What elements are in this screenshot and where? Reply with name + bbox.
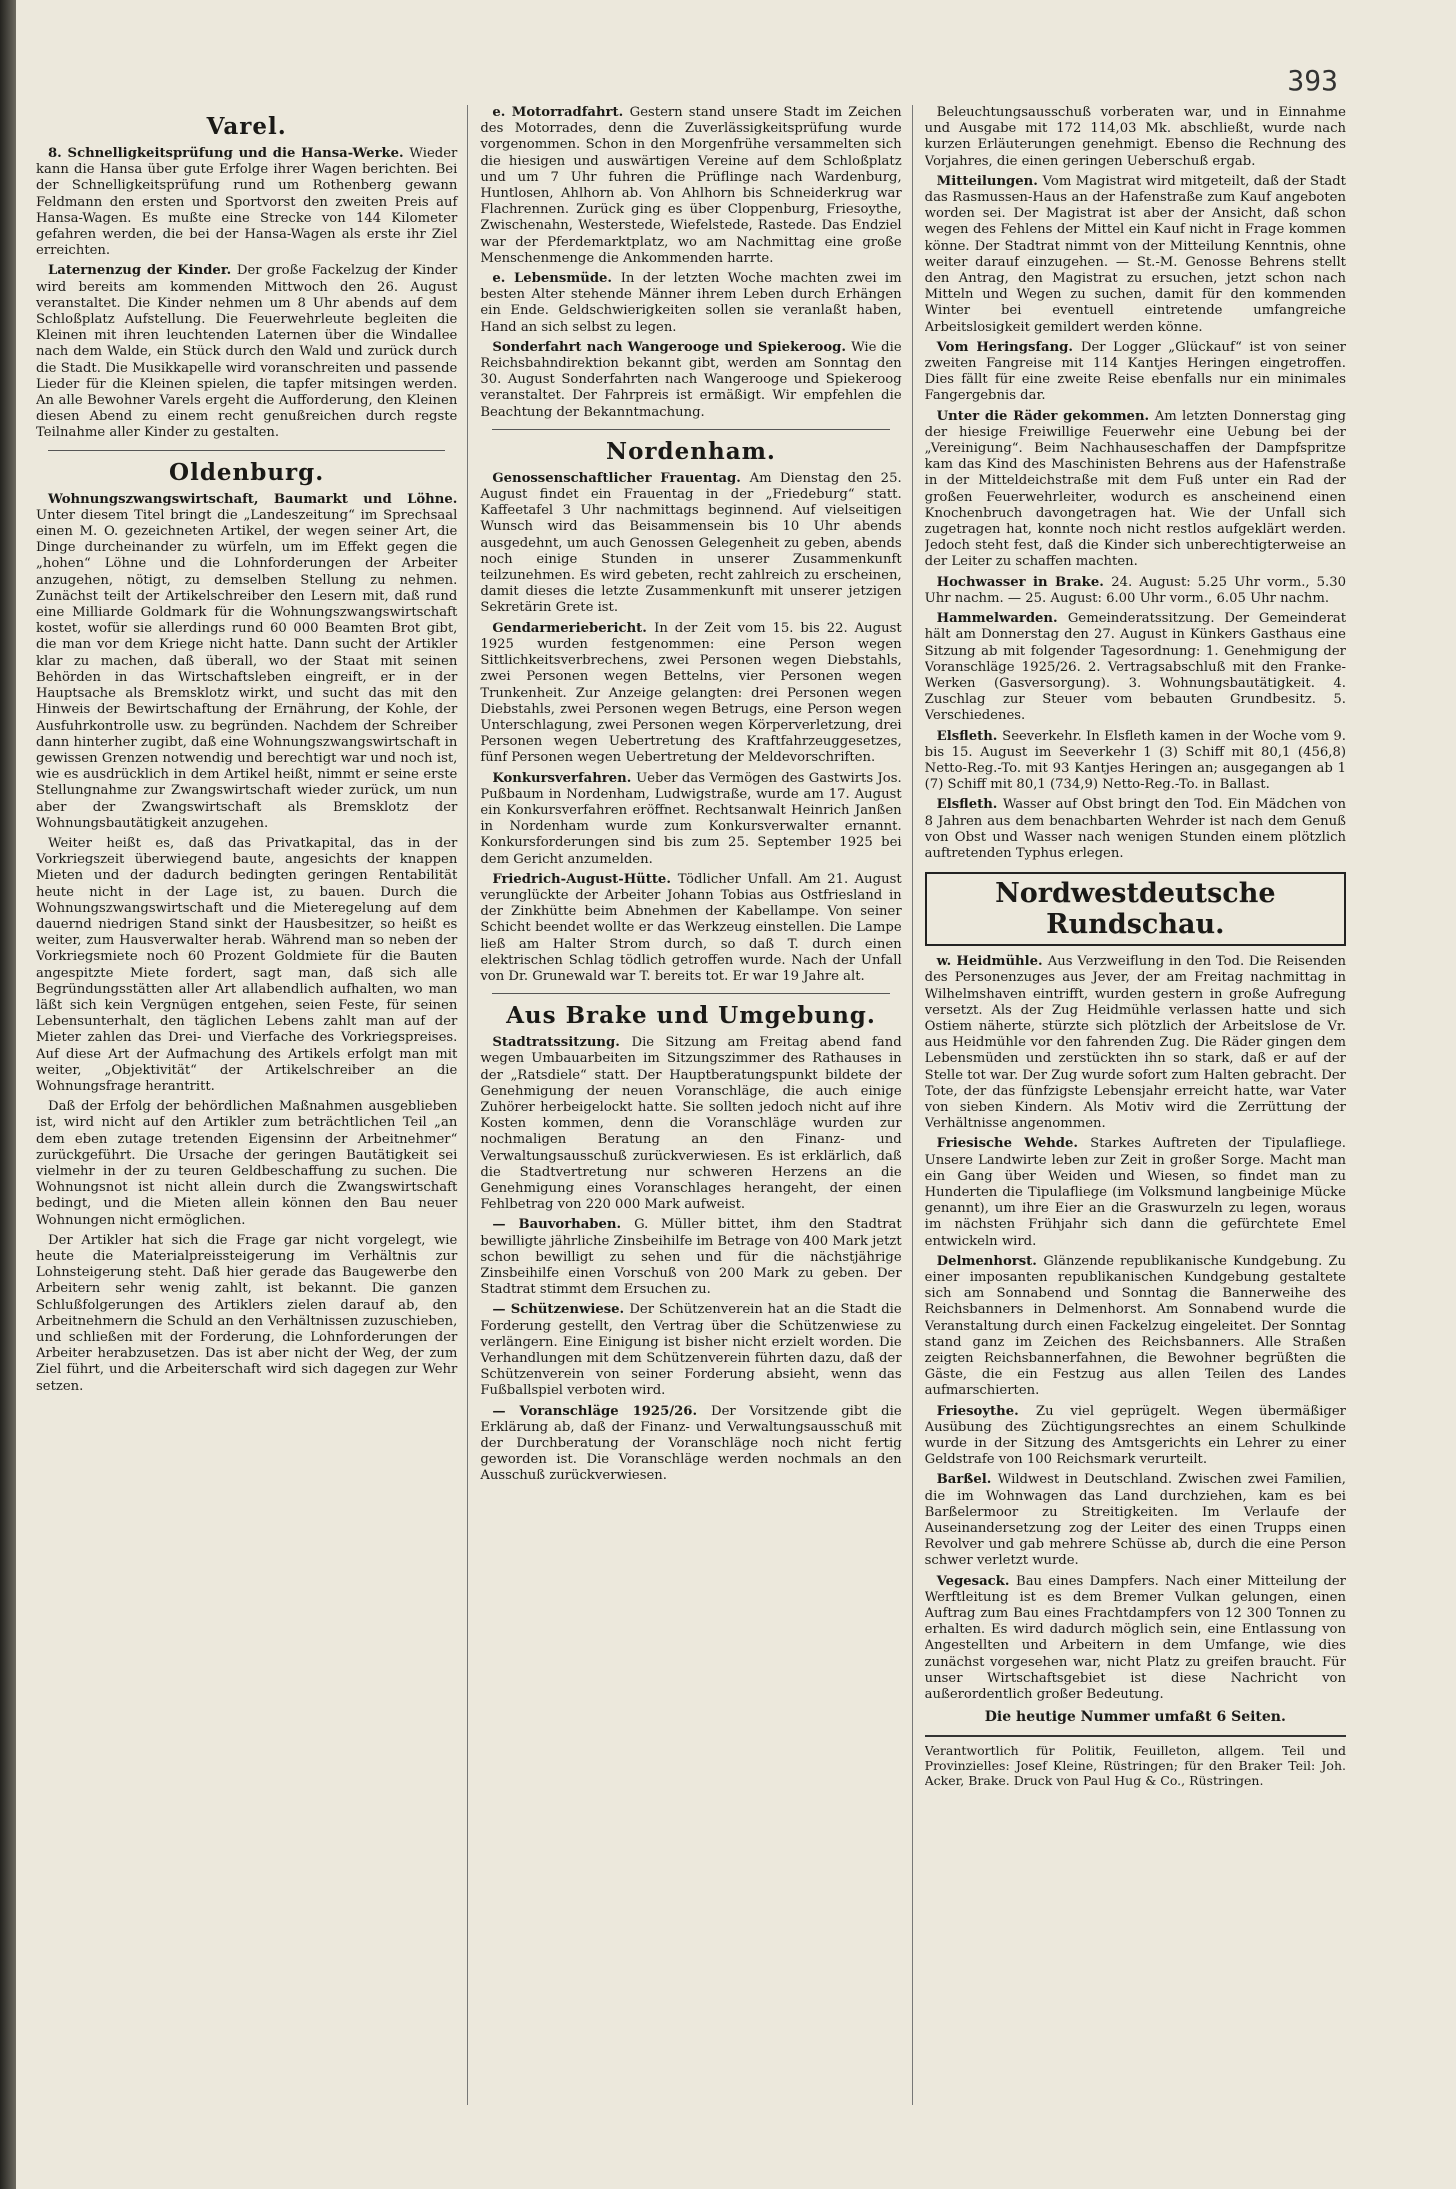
column-3 bbox=[925, 105, 1356, 2105]
article-text: Seeverkehr. In Elsfleth kamen in der Woche vom 9. bis 15. August im Seeverkehr 1 (3) Schiff mit 80,1 (456,8) Netto-Reg.-To. mit 93 Kantjes Heringen an; ausgegangen ab 1 (7) Schiff mit 80,1 (734,9) Netto-Reg.-To. in Ballast. bbox=[924, 728, 1346, 793]
article-paragraph bbox=[480, 1035, 901, 1213]
article-paragraph bbox=[480, 621, 901, 767]
article-paragraph bbox=[925, 340, 1346, 405]
article-lead: Friedrich-August-Hütte. bbox=[492, 871, 678, 887]
article-text: Am letzten Donnerstag ging der hiesige Freiwillige Feuerwehr eine Uebung bei der „Vereinigung“. Beim Nachhauseschaffen der Dampfspritze kam das Kind des Maschinisten Behrens aus der Hafenstraße in der Mitteldeichstraße mit dem Fuß unter ein Rad der großen Feuerwehrleiter, wodurch es anscheinend einen Knochenbruch davongetragen hat. Wie der Unfall sich zugetragen hat, konnte noch nicht restlos aufgeklärt werden. Jedoch steht fest, daß die Kinder sich unberechtigterweise an der Leiter zu schaffen machten. bbox=[924, 408, 1346, 570]
article-text: Starkes Auftreten der Tipulafliege. Unsere Landwirte leben zur Zeit in großer Sorge. Macht man ein Gang über Weiden und Wiesen, so findet man zu Hunderten die Tipulafliege (im Volksmund langbeinige Mücke genannt), um ihre Eier an die Graswurzeln zu legen, woraus im nächsten Frühjahr sich dann die gefürchtete Emel entwickeln wird. bbox=[924, 1136, 1346, 1249]
article-lead: e. Lebensmüde. bbox=[492, 271, 621, 287]
article-paragraph bbox=[925, 954, 1346, 1132]
article-paragraph bbox=[36, 146, 457, 259]
article-text: 24. August: 5.25 Uhr vorm., 5.30 Uhr nachm. — 25. August: 6.00 Uhr vorm., 6.05 Uhr nachm. bbox=[924, 574, 1346, 606]
issue-note: Die heutige Nummer umfaßt 6 Seiten. bbox=[984, 1709, 1286, 1726]
article-text: In der Zeit vom 15. bis 22. August 1925 wurden festgenommen: eine Person wegen Sittlichkeitsverbrechens, zwei Personen wegen Diebstahls, zwei Personen wegen Bettelns, vier Personen wegen Trunkenheit. Zur Anzeige gelangten: drei Personen wegen Diebstahls, zwei Personen wegen Betrugs, eine Person wegen Unterschlagung, zwei Personen wegen Körperverletzung, drei Personen wegen Uebertretung des Kraftfahrzeuggesetzes, fünf Personen wegen Uebertretung der Meldevorschriften. bbox=[480, 620, 902, 766]
article-text: Der Vorsitzende gibt die Erklärung ab, daß der Finanz- und Verwaltungsausschuß mit der Durchberatung der Voranschläge noch nicht fertig geworden ist. Die Voranschläge werden nochmals an den Ausschuß zurückverwiesen. bbox=[480, 1403, 902, 1484]
article-text: Am Dienstag den 25. August findet ein Frauentag in der „Friedeburg“ statt. Kaffeetafel 3 Uhr nachmittags beginnend. Auf vielseitigen Wunsch wird das Beisammensein bis 10 Uhr abends ausgedehnt, um auch Genossen Gelegenheit zu geben, abends noch einige Stunden in unserer Zusammenkunft teilzunehmen. Es wird gebeten, recht zahlreich zu erscheinen, damit dieses die letzte Zusammenkunft mit unserer jetzigen Sekretärin Grete ist. bbox=[480, 470, 902, 616]
article-lead: Vom Heringsfang. bbox=[936, 339, 1081, 355]
article-paragraph bbox=[925, 797, 1346, 862]
article-lead: Hochwasser in Brake. bbox=[936, 574, 1112, 590]
article-text: Ueber das Vermögen des Gastwirts Jos. Pußbaum in Nordenham, Ludwigstraße, wurde am 17. August ein Konkursverfahren eröffnet. Rechtsanwalt Heinrich Janßen in Nordenham wurde zum Konkursverwalter ernannt. Konkursforderungen sind bis zum 25. September 1925 bei dem Gericht anzumelden. bbox=[480, 770, 902, 867]
article-lead: Genossenschaftlicher Frauentag. bbox=[492, 470, 750, 486]
article-text: Wieder kann die Hansa über gute Erfolge ihrer Wagen berichten. Bei der Schnelligkeitsprüfung rund um Rothenberg gewann Feldmann den ersten und Sportvorst den zweiten Preis auf Hansa-Wagen. Es mußte eine Strecke von 144 Kilometer gefahren werden, die bei der Hansa-Wagen als erste ihr Ziel erreichten. bbox=[36, 146, 458, 259]
article-paragraph bbox=[36, 492, 457, 832]
page-edge bbox=[0, 0, 16, 2189]
article-paragraph bbox=[480, 271, 901, 336]
article-text: Gestern stand unsere Stadt im Zeichen des Motorrades, denn die Zuverlässigkeitsprüfung wurde vorgenommen. Schon in den Morgenfrühe versammelten sich die hiesigen und auswärtigen Vereine auf dem Schloßplatz und um 7 Uhr fuhren die Prüflinge nach Wardenburg, Huntlosen, Ahlhorn ab. Von Ahlhorn bis Schneiderkrug war Flachrennen. Zurück ging es über Cloppenburg, Friesoythe, Zwischenahn, Westerstede, Wiefelstede, Rastede. Das Endziel war der Pferdemarktplatz, wo am Nachmittag eine große Menschenmenge die Ankommenden harrte. bbox=[480, 105, 902, 266]
article-lead: Hammelwarden. bbox=[936, 611, 1068, 627]
article-paragraph bbox=[925, 1254, 1346, 1400]
article-lead: Stadtratssitzung. bbox=[492, 1035, 632, 1051]
column-2 bbox=[480, 105, 912, 2105]
article-text: Der große Fackelzug der Kinder wird bereits am kommenden Mittwoch den 26. August veranstaltet. Die Kinder nehmen um 8 Uhr abends auf dem Schloßplatz Aufstellung. Die Feuerwehrleute begleiten die Kleinen mit ihren leuchtenden Laternen über die Windallee nach dem Walde, ein Stück durch den Wald und zurück durch die Stadt. Die Musikkapelle wird voranschreiten und passende Lieder für die Kleinen spielen, die tapfer mitsingen werden. An alle Bewohner Varels ergeht die Aufforderung, den Kleinen diesen Abend zu einem recht genußreichen durch regste Teilnahme aller Kinder zu gestalten. bbox=[36, 263, 458, 441]
article-paragraph bbox=[925, 1136, 1346, 1249]
article-lead: Mitteilungen. bbox=[936, 173, 1043, 189]
article-text: Der Schützenverein hat an die Stadt die Forderung gestellt, den Vertrag über die Schützenwiese zu verlängern. Eine Einigung ist bisher nicht erzielt worden. Die Verhandlungen mit dem Schützenverein führten dazu, daß der Schützenverein von seiner Forderung absieht, wenn das Fußballspiel verboten wird. bbox=[480, 1302, 902, 1399]
article-paragraph bbox=[925, 611, 1346, 724]
section-heading: Aus Brake und Umgebung. bbox=[506, 1002, 876, 1030]
article-lead: Laternenzug der Kinder. bbox=[48, 263, 237, 279]
article-lead: Barßel. bbox=[936, 1472, 998, 1488]
article-paragraph bbox=[925, 1574, 1346, 1704]
article-text: Beleuchtungsausschuß vorberaten war, und in Einnahme und Ausgabe mit 172 114,03 Mk. abschließt, wurde nach kurzen Erläuterungen genehmigt. Ebenso die Rechnung des Vorjahres, die einen geringen Ueberschuß ergab. bbox=[924, 105, 1346, 169]
article-lead: Delmenhorst. bbox=[936, 1253, 1044, 1269]
article-paragraph bbox=[925, 105, 1346, 170]
article-lead: Elsfleth. bbox=[936, 797, 1003, 813]
article-text: Weiter heißt es, daß das Privatkapital, das in der Vorkriegszeit überwiegend baute, angesichts der knappen Mieten und der dadurch bedingten geringen Rentabilität heute nicht in der Lage ist, zu bauen. Durch die Wohnungszwangswirtschaft und die Mieteregelung auf dem dauernd niedrigen Stand sinkt der Hausbesitzer, so heißt es weiter, zum Hausverwalter herab. Während man so neben der Vorkriegsmiete noch 60 Prozent Goldmiete für die Bauten angespitzte Miete fordert, sagt man, daß sich alle Begründungsstätten aller Art allabendlich aufhalten, wo man läßt sich kein Vergnügen entgehen, seien Feste, für seinen Lebensunterhalt, den täglichen Lebens zahlt man auf der Mieter zahlen das Drei- und Vierfache des Vorkriegspreises. Auf diese Art der Aufmachung des Artikels erfolgt man mit weiter, „Objektivität“ der Artikelschreiber an die Wohnungsfrage herantritt. bbox=[36, 835, 458, 1094]
article-text: Unter diesem Titel bringt die „Landeszeitung“ im Sprechsaal einen M. O. gezeichneten Artikel, der wegen seiner Art, die Dinge durcheinander zu würfeln, um im Effekt gegen die „hohen“ Löhne und die Lohnforderungen der Arbeiter anzugehen, nötigt, zu demselben Stellung zu nehmen. Zunächst teilt der Artikelschreiber den Lesern mit, daß rund eine Milliarde Goldmark für die Wohnungszwangswirtschaft kostet, wofür sie allerdings rund 60 000 Beamten Brot gibt, die man vor dem Kriege nicht hatte. Dann sucht der Artikler klar zu machen, daß überall, wo der Staat mit seinen Behörden in das Wirtschaftsleben eingreift, er in der Hauptsache als Bremsklotz wirkt, und sucht das mit den Hinweis der Bewirtschaftung der Ernährung, der Kohle, der Ausfuhrkontrolle usw. zu begründen. Nachdem der Schreiber dann hinterher zugibt, daß eine Wohnungszwangswirtschaft in gewissen Grenzen notwendig und berechtigt war und noch ist, wie es ausdrücklich in dem Artikel heißt, nimmt er seine erste Stellungnahme zur Zwangswirtschaft wieder zurück, um nun aber der Zwangswirtschaft als Bremsklotz der Wohnungsbautätigkeit anzugehen. bbox=[36, 507, 458, 831]
article-lead: e. Motorradfahrt. bbox=[492, 105, 630, 120]
article-text: Der Artikler hat sich die Frage gar nicht vorgelegt, wie heute die Materialpreissteigerung im Verhältnis zur Lohnsteigerung steht. Daß hier gerade das Baugewerbe den Arbeitern sehr wenig zahlt, ist bekannt. Die ganzen Schlußfolgerungen des Artiklers zielen darauf ab, den Arbeitnehmern die Schuld an den Verhältnissen zuzuschieben, und schließen mit der Forderung, die Lohnforderungen der Arbeiter herabzusetzen. Das ist aber nicht der Weg, der zum Ziel führt, und die Arbeiterschaft wird sich dagegen zur Wehr setzen. bbox=[36, 1232, 458, 1394]
article-paragraph bbox=[480, 471, 901, 617]
article-text: Aus Verzweiflung in den Tod. Die Reisenden des Personenzuges aus Jever, der am Freitag nachmittag in Wilhelmshaven eintrifft, wurden gestern in große Aufregung versetzt. Als der Zug Heidmühle verlassen hatte und sich Ostiem näherte, stürzte sich plötzlich der Arbeitslose de Vr. aus Heidmühle vor den fahrenden Zug. Die Räder gingen dem Lebensmüden und zerstückten ihn so stark, daß er auf der Stelle tot war. Der Zug wurde sofort zum Halten gebracht. Der Tote, der das fünfzigste Lebensjahr erreicht hatte, war Vater von sieben Kindern. Als Motiv wird die Zerrüttung der Verhältnisse angenommen. bbox=[924, 954, 1346, 1132]
article-text: In der letzten Woche machten zwei im besten Alter stehende Männer ihrem Leben durch Erhängen ein Ende. Geldschwierigkeiten sollen sie veranlaßt haben, Hand an sich selbst zu legen. bbox=[480, 271, 902, 335]
article-lead: Gendarmeriebericht. bbox=[492, 620, 655, 636]
article-text: Glänzende republikanische Kundgebung. Zu einer imposanten republikanischen Kundgebung gestaltete sich am Sonnabend und Sonntag die Bannerweihe des Reichsbanners in Delmenhorst. Am Sonnabend wurde die Veranstaltung durch einen Fackelzug eingeleitet. Der Sonntag stand ganz im Zeichen des Reichsbanners. Alle Straßen zeigten Reichsbannerfahnen, die Bewohner begrüßten die Gäste, die ein Festzug aus allen Teilen des Landes aufmarschierten. bbox=[924, 1253, 1346, 1399]
article-text: Wasser auf Obst bringt den Tod. Ein Mädchen von 8 Jahren aus dem benachbarten Wehrder ist nach dem Genuß von Obst und Wasser nach wenigen Stunden einem plötzlich auftretenden Typhus erlegen. bbox=[924, 797, 1346, 861]
article-lead: — Schützenwiese. bbox=[492, 1302, 630, 1318]
article-paragraph bbox=[480, 1217, 901, 1298]
article-text: Bau eines Dampfers. Nach einer Mitteilung der Werftleitung ist es dem Bremer Vulkan gelungen, einen Auftrag zum Bau eines Frachtdampfers von 12 300 Tonnen zu erhalten. Es wird dadurch möglich sein, eine Entlassung von Angestellten und Arbeitern in dem Umfange, wie dies zunächst vorgesehen war, nicht Platz zu greifen braucht. Für unser Wirtschaftsgebiet ist diese Nachricht von außerordentlich großer Bedeutung. bbox=[924, 1573, 1346, 1703]
article-text: G. Müller bittet, ihm den Stadtrat bewilligte jährliche Zinsbeihilfe im Betrage von 400 Mark jetzt schon bewilligt zu sehen und für die nächstjährige Zinsbeihilfe einen Vorschuß von 200 Mark zu geben. Der Stadtrat stimmt dem Ersuchen zu. bbox=[480, 1217, 902, 1298]
article-paragraph bbox=[480, 771, 901, 868]
article-text: Vom Magistrat wird mitgeteilt, daß der Stadt das Rasmussen-Haus an der Hafenstraße zum Kauf angeboten worden sei. Der Magistrat ist aber der Ansicht, daß schon wegen des Fehlens der Mittel ein Kauf nicht in Frage kommen könne. Der Stadtrat nimmt von der Mitteilung Kenntnis, ohne weiter darauf einzugehen. — St.-M. Genosse Behrens stellt den Antrag, den Magistrat zu ersuchen, jetzt schon nach Mitteln und Wegen zu suchen, damit für den kommenden Winter bei eventuell eintretende umfangreiche Arbeitslosigkeit gemildert werden könne. bbox=[924, 173, 1346, 335]
article-text: Wie die Reichsbahndirektion bekannt gibt, werden am Sonntag den 30. August Sonderfahrten nach Wangerooge und Spiekeroog veranstaltet. Der Fahrpreis ist ermäßigt. Wir empfehlen die Beachtung der Bekanntmachung. bbox=[480, 339, 902, 420]
section-divider bbox=[492, 993, 889, 994]
article-lead: Unter die Räder gekommen. bbox=[936, 408, 1155, 424]
article-paragraph bbox=[925, 729, 1346, 794]
article-paragraph bbox=[925, 575, 1346, 607]
article-paragraph bbox=[36, 1099, 457, 1229]
article-lead: — Voranschläge 1925/26. bbox=[492, 1403, 712, 1419]
section-heading: Nordwestdeutsche Rundschau. bbox=[925, 872, 1346, 946]
article-paragraph bbox=[36, 1233, 457, 1395]
article-lead: w. Heidmühle. bbox=[936, 954, 1048, 970]
article-text: Gemeinderatssitzung. Der Gemeinderat hält am Donnerstag den 27. August in Künkers Gasthaus eine Sitzung ab mit folgender Tagesordnung: 1. Genehmigung der Voranschläge 1925/26. 2. Vertragsabschluß mit den Franke-Werken (Gasversorgung). 3. Wohnungsbautätigkeit. 4. Zuschlag zur Steuer vom bebauten Grundbesitz. 5. Verschiedenes. bbox=[924, 611, 1346, 724]
article-lead: Elsfleth. bbox=[936, 728, 1003, 744]
article-paragraph bbox=[925, 174, 1346, 336]
article-lead: — Bauvorhaben. bbox=[492, 1217, 635, 1233]
article-paragraph bbox=[480, 1302, 901, 1399]
article-lead: Wohnungszwangswirtschaft, Baumarkt und Löhne. bbox=[48, 491, 458, 507]
section-heading: Oldenburg. bbox=[169, 458, 325, 486]
article-lead: Friesische Wehde. bbox=[936, 1136, 1091, 1152]
article-paragraph bbox=[36, 836, 457, 1095]
column-1 bbox=[36, 105, 468, 2105]
page-number: 393 bbox=[1287, 64, 1338, 97]
article-lead: Vegesack. bbox=[936, 1573, 1016, 1589]
article-paragraph bbox=[925, 1472, 1346, 1569]
section-divider bbox=[492, 429, 889, 430]
article-paragraph bbox=[925, 409, 1346, 571]
article-lead: Konkursverfahren. bbox=[492, 770, 637, 786]
section-heading: Nordenham. bbox=[606, 437, 776, 465]
article-paragraph bbox=[480, 105, 901, 267]
newspaper-columns bbox=[36, 105, 1356, 2105]
article-lead: 8. Schnelligkeitsprüfung und die Hansa-Werke. bbox=[48, 146, 410, 161]
article-paragraph bbox=[480, 1404, 901, 1485]
article-text: Der Logger „Glückauf“ ist von seiner zweiten Fangreise mit 114 Kantjes Heringen eingetroffen. Dies fällt für eine zweite Reise ebenfalls nur ein minimales Fangergebnis dar. bbox=[924, 339, 1346, 404]
article-text: Die Sitzung am Freitag abend fand wegen Umbauarbeiten im Sitzungszimmer des Rathauses in der „Ratsdiele“ statt. Der Hauptberatungspunkt bildete der Genehmigung der neuen Voranschläge, die auch einige Zuhörer herbeigelockt hatte. Sie sollten jedoch nicht auf ihre Kosten kommen, denn die Voranschläge wurden zur nochmaligen Beratung an den Finanz- und Verwaltungsausschuß zurückverwiesen. Es ist erklärlich, daß die Stadtvertretung nur schweren Herzens an die Genehmigung eines Voranschlages herangeht, der einen Fehlbetrag von 220 000 Mark aufweist. bbox=[480, 1035, 902, 1213]
article-text: Wildwest in Deutschland. Zwischen zwei Familien, die im Wohnwagen das Land durchziehen, kam es bei Barßelermoor zu Streitigkeiten. Im Verlaufe der Auseinandersetzung zog der Leiter des einen Trupps einen Revolver und gab mehrere Schüsse ab, durch die eine Person schwer verletzt wurde. bbox=[924, 1472, 1346, 1569]
imprint-box bbox=[925, 1735, 1346, 1788]
article-text: Tödlicher Unfall. Am 21. August verunglückte der Arbeiter Johann Tobias aus Ostfriesland in der Zinkhütte beim Abnehmen der Kabellampe. Von seiner Schicht beendet wollte er das Werkzeug einstellen. Die Lampe ließ am Halter Strom durch, so daß T. durch einen elektrischen Schlag tödlich getroffen wurde. Nach der Unfall von Dr. Grunewald war T. bereits tot. Er war 19 Jahre alt. bbox=[480, 871, 902, 984]
article-paragraph bbox=[480, 340, 901, 421]
article-text: Zu viel geprügelt. Wegen übermäßiger Ausübung des Züchtigungsrechtes an einem Schulkinde wurde in der Sitzung des Amtsgerichts ein Lehrer zu einer Geldstrafe von 100 Reichsmark verurteilt. bbox=[924, 1403, 1346, 1468]
article-paragraph bbox=[480, 872, 901, 985]
article-lead: Friesoythe. bbox=[936, 1403, 1036, 1419]
imprint-text: Verantwortlich für Politik, Feuilleton, allgem. Teil und Provinzielles: Josef Kleine, Rüstringen; für den Braker Teil: Joh. Acker, Brake. Druck von Paul Hug & Co., Rüstringen. bbox=[924, 1743, 1346, 1789]
article-paragraph bbox=[36, 263, 457, 441]
article-text: Daß der Erfolg der behördlichen Maßnahmen ausgeblieben ist, wird nicht auf den Artikler zum beträchtlichen Teil „an dem eben zutage tretenden Eigensinn der Arbeitnehmer“ zurückgeführt. Die Ursache der geringen Bautätigkeit sei vielmehr in der zu teuren Geldbeschaffung zu suchen. Die Wohnungsnot ist nicht allein durch die Zwangswirtschaft bedingt, und die Mieten allein können den Bau neuer Wohnungen nicht ermöglichen. bbox=[36, 1099, 458, 1228]
section-divider bbox=[48, 450, 445, 451]
section-heading: Varel. bbox=[206, 113, 287, 140]
article-lead: Sonderfahrt nach Wangerooge und Spiekeroog. bbox=[492, 339, 852, 355]
article-paragraph bbox=[925, 1404, 1346, 1469]
